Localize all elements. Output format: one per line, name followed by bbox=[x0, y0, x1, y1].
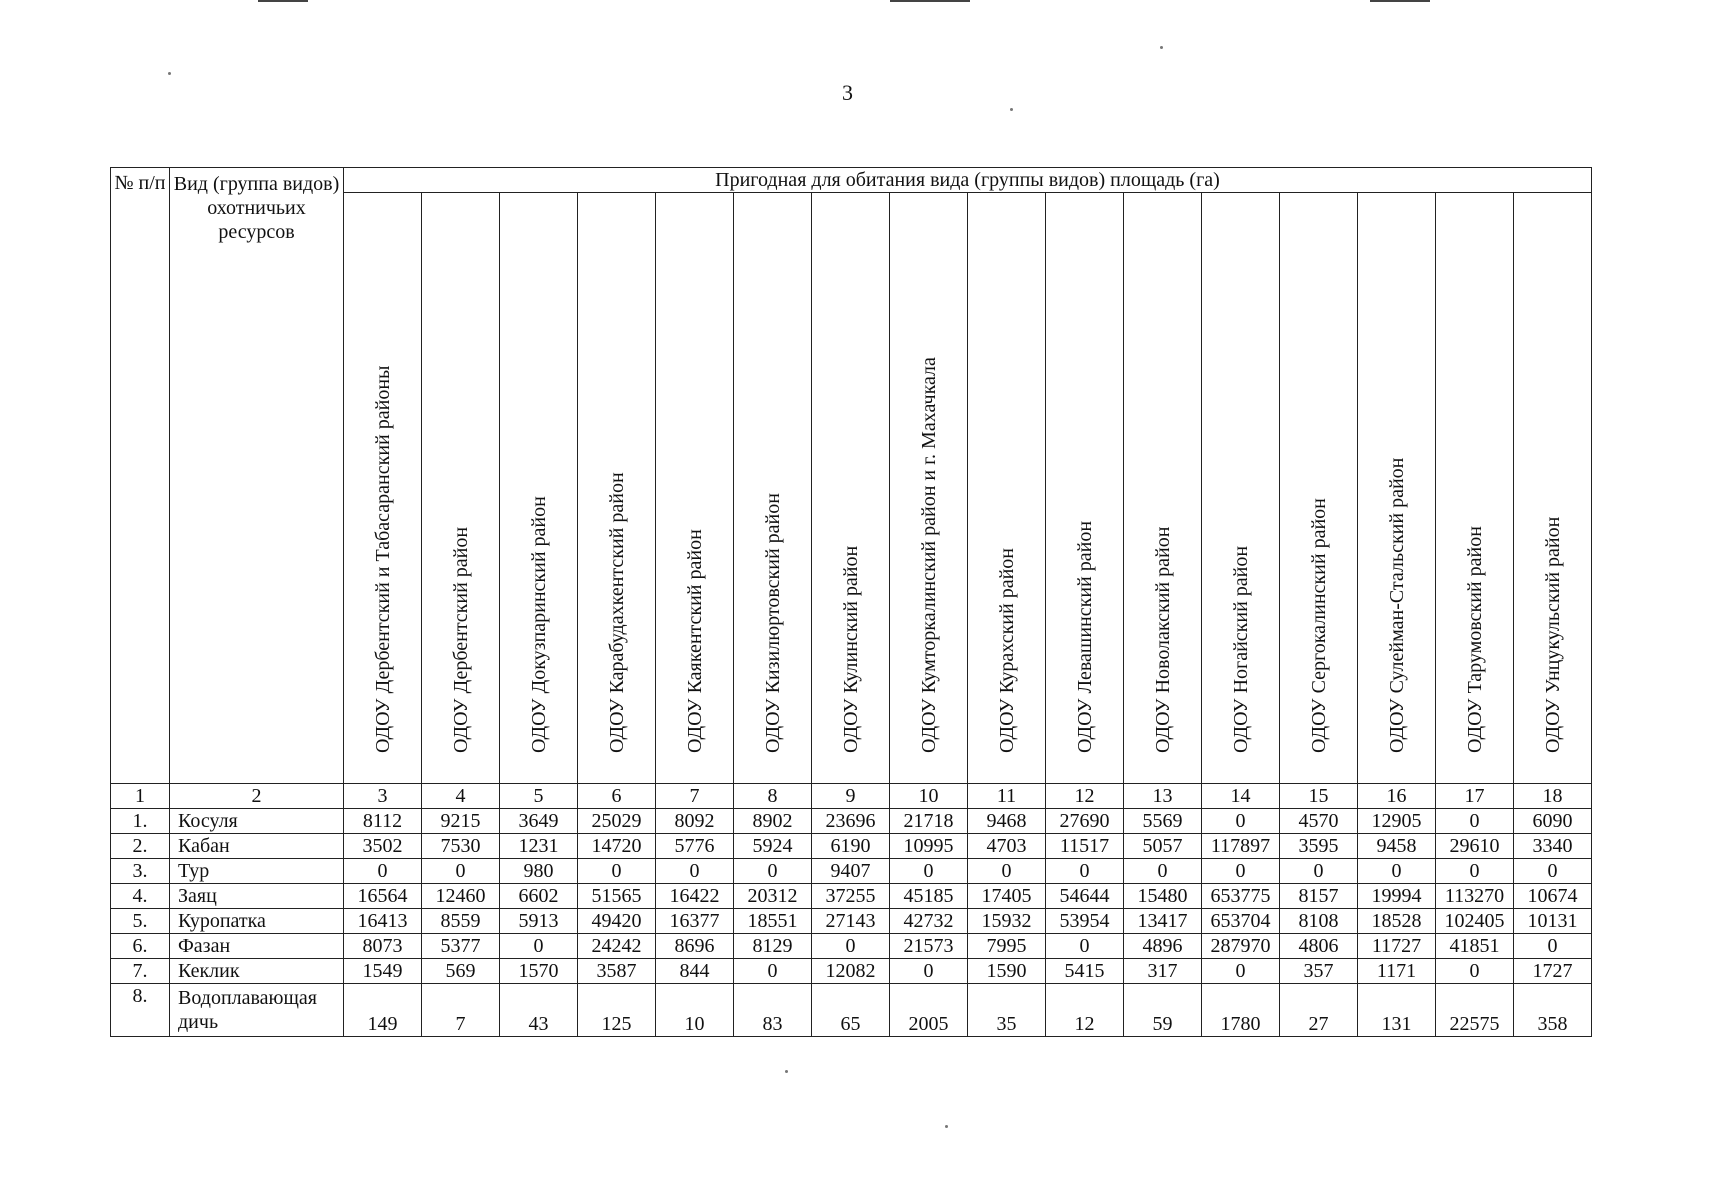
column-number: 8 bbox=[734, 784, 812, 809]
district-header-cell bbox=[812, 193, 889, 783]
column-number: 14 bbox=[1202, 784, 1280, 809]
area-value: 2005 bbox=[890, 984, 968, 1037]
area-value: 7 bbox=[422, 984, 500, 1037]
area-value: 9458 bbox=[1358, 834, 1436, 859]
area-value: 1590 bbox=[968, 959, 1046, 984]
district-header-cell bbox=[890, 193, 967, 783]
table-row bbox=[111, 834, 1592, 859]
area-value: 0 bbox=[1358, 859, 1436, 884]
area-value: 11517 bbox=[1046, 834, 1124, 859]
species-name: Водоплавающая дичь bbox=[170, 984, 344, 1037]
district-header-cell bbox=[344, 193, 421, 783]
area-value: 117897 bbox=[1202, 834, 1280, 859]
area-value: 0 bbox=[1202, 809, 1280, 834]
area-value: 59 bbox=[1124, 984, 1202, 1037]
district-header bbox=[578, 193, 656, 784]
area-value: 1549 bbox=[344, 959, 422, 984]
area-value: 42732 bbox=[890, 909, 968, 934]
scan-speck bbox=[1160, 46, 1163, 49]
district-header-cell bbox=[1436, 193, 1513, 783]
area-value: 125 bbox=[578, 984, 656, 1037]
district-header bbox=[1280, 193, 1358, 784]
district-name: ОДОУ Докузпаринский район bbox=[527, 496, 550, 753]
area-value: 8073 bbox=[344, 934, 422, 959]
area-value: 0 bbox=[656, 859, 734, 884]
area-value: 49420 bbox=[578, 909, 656, 934]
district-header bbox=[968, 193, 1046, 784]
area-value: 16422 bbox=[656, 884, 734, 909]
district-header bbox=[1124, 193, 1202, 784]
area-value: 113270 bbox=[1436, 884, 1514, 909]
area-value: 4570 bbox=[1280, 809, 1358, 834]
column-number: 6 bbox=[578, 784, 656, 809]
row-index: 1. bbox=[111, 809, 170, 834]
scan-speck bbox=[785, 1070, 788, 1073]
district-header-cell bbox=[500, 193, 577, 783]
area-value: 0 bbox=[422, 859, 500, 884]
area-value: 980 bbox=[500, 859, 578, 884]
district-header-cell bbox=[968, 193, 1045, 783]
area-value: 18528 bbox=[1358, 909, 1436, 934]
district-header-cell bbox=[1202, 193, 1279, 783]
area-value: 10 bbox=[656, 984, 734, 1037]
area-value: 0 bbox=[1436, 959, 1514, 984]
district-header-cell bbox=[1046, 193, 1123, 783]
area-value: 11727 bbox=[1358, 934, 1436, 959]
species-name: Заяц bbox=[170, 884, 344, 909]
area-value: 16377 bbox=[656, 909, 734, 934]
header-habitat-area: Пригодная для обитания вида (группы видов) площадь (га) bbox=[344, 168, 1592, 193]
area-value: 0 bbox=[890, 859, 968, 884]
district-name: ОДОУ Кулинский район bbox=[839, 545, 862, 753]
area-value: 8902 bbox=[734, 809, 812, 834]
area-value: 0 bbox=[1514, 859, 1592, 884]
area-value: 3587 bbox=[578, 959, 656, 984]
district-name: ОДОУ Тарумовский район bbox=[1463, 526, 1486, 753]
area-value: 6090 bbox=[1514, 809, 1592, 834]
area-value: 317 bbox=[1124, 959, 1202, 984]
district-name: ОДОУ Кумторкалинский район и г. Махачкала bbox=[917, 357, 940, 753]
column-number: 17 bbox=[1436, 784, 1514, 809]
district-header bbox=[344, 193, 422, 784]
district-name: ОДОУ Сергокалинский район bbox=[1307, 498, 1330, 753]
district-header-cell bbox=[1514, 193, 1591, 783]
district-header bbox=[1514, 193, 1592, 784]
area-value: 17405 bbox=[968, 884, 1046, 909]
area-value: 15480 bbox=[1124, 884, 1202, 909]
district-header bbox=[500, 193, 578, 784]
area-value: 0 bbox=[1202, 859, 1280, 884]
area-value: 3502 bbox=[344, 834, 422, 859]
area-value: 8092 bbox=[656, 809, 734, 834]
area-value: 0 bbox=[812, 934, 890, 959]
table-row bbox=[111, 959, 1592, 984]
area-value: 4896 bbox=[1124, 934, 1202, 959]
row-index: 7. bbox=[111, 959, 170, 984]
area-value: 23696 bbox=[812, 809, 890, 834]
area-value: 9407 bbox=[812, 859, 890, 884]
area-value: 7995 bbox=[968, 934, 1046, 959]
area-value: 0 bbox=[1202, 959, 1280, 984]
area-value: 0 bbox=[734, 859, 812, 884]
district-header-cell bbox=[1124, 193, 1201, 783]
area-value: 43 bbox=[500, 984, 578, 1037]
species-name: Фазан bbox=[170, 934, 344, 959]
area-value: 0 bbox=[1514, 934, 1592, 959]
area-value: 1570 bbox=[500, 959, 578, 984]
species-name: Тур bbox=[170, 859, 344, 884]
scan-speck bbox=[168, 72, 171, 75]
area-value: 13417 bbox=[1124, 909, 1202, 934]
district-name: ОДОУ Ногайский район bbox=[1229, 545, 1252, 753]
area-value: 5924 bbox=[734, 834, 812, 859]
area-value: 0 bbox=[578, 859, 656, 884]
column-number: 1 bbox=[111, 784, 170, 809]
area-value: 653775 bbox=[1202, 884, 1280, 909]
area-value: 0 bbox=[968, 859, 1046, 884]
area-value: 102405 bbox=[1436, 909, 1514, 934]
district-name: ОДОУ Новолакский район bbox=[1151, 526, 1174, 753]
row-index: 6. bbox=[111, 934, 170, 959]
column-number: 4 bbox=[422, 784, 500, 809]
district-header bbox=[1202, 193, 1280, 784]
area-value: 3649 bbox=[500, 809, 578, 834]
area-value: 35 bbox=[968, 984, 1046, 1037]
area-value: 27 bbox=[1280, 984, 1358, 1037]
header-species: Вид (группа видов) охотничьих ресурсов bbox=[170, 168, 344, 784]
area-value: 8696 bbox=[656, 934, 734, 959]
district-name: ОДОУ Дербентский и Табасаранский районы bbox=[371, 365, 394, 753]
column-number: 13 bbox=[1124, 784, 1202, 809]
area-value: 16564 bbox=[344, 884, 422, 909]
area-value: 14720 bbox=[578, 834, 656, 859]
row-index: 5. bbox=[111, 909, 170, 934]
area-value: 10674 bbox=[1514, 884, 1592, 909]
column-number: 7 bbox=[656, 784, 734, 809]
area-value: 51565 bbox=[578, 884, 656, 909]
scan-edge-mark bbox=[258, 0, 308, 2]
hunting-resources-table bbox=[110, 167, 1592, 1037]
district-header bbox=[1358, 193, 1436, 784]
table-body bbox=[111, 809, 1592, 1037]
row-index: 8. bbox=[111, 984, 170, 1037]
area-value: 5415 bbox=[1046, 959, 1124, 984]
area-value: 0 bbox=[1046, 859, 1124, 884]
district-header-cell bbox=[734, 193, 811, 783]
area-value: 5057 bbox=[1124, 834, 1202, 859]
area-value: 287970 bbox=[1202, 934, 1280, 959]
area-value: 5776 bbox=[656, 834, 734, 859]
area-value: 0 bbox=[1046, 934, 1124, 959]
district-header bbox=[890, 193, 968, 784]
column-number-row bbox=[111, 784, 1592, 809]
area-value: 12460 bbox=[422, 884, 500, 909]
area-value: 22575 bbox=[1436, 984, 1514, 1037]
area-value: 15932 bbox=[968, 909, 1046, 934]
species-name: Кабан bbox=[170, 834, 344, 859]
district-header bbox=[422, 193, 500, 784]
area-value: 8129 bbox=[734, 934, 812, 959]
area-value: 9468 bbox=[968, 809, 1046, 834]
area-value: 21718 bbox=[890, 809, 968, 834]
header-number: № п/п bbox=[111, 168, 170, 784]
area-value: 0 bbox=[890, 959, 968, 984]
area-value: 1780 bbox=[1202, 984, 1280, 1037]
column-number: 5 bbox=[500, 784, 578, 809]
area-value: 27690 bbox=[1046, 809, 1124, 834]
area-value: 1171 bbox=[1358, 959, 1436, 984]
area-value: 65 bbox=[812, 984, 890, 1037]
area-value: 3340 bbox=[1514, 834, 1592, 859]
district-name: ОДОУ Левашинский район bbox=[1073, 520, 1096, 753]
area-value: 6190 bbox=[812, 834, 890, 859]
area-value: 0 bbox=[734, 959, 812, 984]
area-value: 4806 bbox=[1280, 934, 1358, 959]
area-value: 0 bbox=[500, 934, 578, 959]
species-name: Куропатка bbox=[170, 909, 344, 934]
area-value: 54644 bbox=[1046, 884, 1124, 909]
area-value: 5377 bbox=[422, 934, 500, 959]
scan-speck bbox=[945, 1125, 948, 1128]
area-value: 149 bbox=[344, 984, 422, 1037]
area-value: 358 bbox=[1514, 984, 1592, 1037]
row-index: 2. bbox=[111, 834, 170, 859]
area-value: 9215 bbox=[422, 809, 500, 834]
area-value: 41851 bbox=[1436, 934, 1514, 959]
species-name: Косуля bbox=[170, 809, 344, 834]
area-value: 37255 bbox=[812, 884, 890, 909]
area-value: 53954 bbox=[1046, 909, 1124, 934]
column-number: 2 bbox=[170, 784, 344, 809]
scan-edge-mark bbox=[890, 0, 970, 2]
district-name: ОДОУ Унцукульский район bbox=[1541, 516, 1564, 753]
district-header-cell bbox=[1280, 193, 1357, 783]
area-value: 0 bbox=[1280, 859, 1358, 884]
row-index: 4. bbox=[111, 884, 170, 909]
area-value: 1231 bbox=[500, 834, 578, 859]
district-header bbox=[1436, 193, 1514, 784]
table-row bbox=[111, 984, 1592, 1037]
table-row bbox=[111, 934, 1592, 959]
district-name: ОДОУ Карабудахкентский район bbox=[605, 472, 628, 753]
district-name: ОДОУ Дербентский район bbox=[449, 526, 472, 753]
table-row bbox=[111, 884, 1592, 909]
district-header-cell bbox=[578, 193, 655, 783]
area-value: 4703 bbox=[968, 834, 1046, 859]
area-value: 131 bbox=[1358, 984, 1436, 1037]
table-row bbox=[111, 859, 1592, 884]
area-value: 12 bbox=[1046, 984, 1124, 1037]
page-number: 3 bbox=[842, 80, 853, 105]
area-value: 25029 bbox=[578, 809, 656, 834]
column-number: 3 bbox=[344, 784, 422, 809]
table-row bbox=[111, 909, 1592, 934]
table-row bbox=[111, 809, 1592, 834]
area-value: 5569 bbox=[1124, 809, 1202, 834]
scan-edge-mark bbox=[1370, 0, 1430, 2]
area-value: 8559 bbox=[422, 909, 500, 934]
district-header-cell bbox=[656, 193, 733, 783]
area-value: 6602 bbox=[500, 884, 578, 909]
area-value: 569 bbox=[422, 959, 500, 984]
area-value: 8108 bbox=[1280, 909, 1358, 934]
district-header bbox=[1046, 193, 1124, 784]
area-value: 0 bbox=[1124, 859, 1202, 884]
area-value: 18551 bbox=[734, 909, 812, 934]
area-value: 20312 bbox=[734, 884, 812, 909]
area-value: 29610 bbox=[1436, 834, 1514, 859]
column-number: 15 bbox=[1280, 784, 1358, 809]
column-number: 9 bbox=[812, 784, 890, 809]
district-header bbox=[734, 193, 812, 784]
area-value: 19994 bbox=[1358, 884, 1436, 909]
district-header-cell bbox=[1358, 193, 1435, 783]
column-number: 12 bbox=[1046, 784, 1124, 809]
area-value: 10995 bbox=[890, 834, 968, 859]
area-value: 357 bbox=[1280, 959, 1358, 984]
district-name: ОДОУ Сулейман-Стальский район bbox=[1385, 457, 1408, 753]
district-name: ОДОУ Кизилюртовский район bbox=[761, 493, 784, 753]
area-value: 12082 bbox=[812, 959, 890, 984]
district-header bbox=[812, 193, 890, 784]
area-value: 1727 bbox=[1514, 959, 1592, 984]
area-value: 7530 bbox=[422, 834, 500, 859]
area-value: 83 bbox=[734, 984, 812, 1037]
area-value: 653704 bbox=[1202, 909, 1280, 934]
scan-speck bbox=[1010, 108, 1013, 111]
area-value: 12905 bbox=[1358, 809, 1436, 834]
column-number: 18 bbox=[1514, 784, 1592, 809]
area-value: 24242 bbox=[578, 934, 656, 959]
area-value: 10131 bbox=[1514, 909, 1592, 934]
area-value: 5913 bbox=[500, 909, 578, 934]
row-index: 3. bbox=[111, 859, 170, 884]
species-name: Кеклик bbox=[170, 959, 344, 984]
area-value: 27143 bbox=[812, 909, 890, 934]
area-value: 8112 bbox=[344, 809, 422, 834]
area-value: 45185 bbox=[890, 884, 968, 909]
district-header-cell bbox=[422, 193, 499, 783]
district-name: ОДОУ Каякентский район bbox=[683, 529, 706, 753]
district-name: ОДОУ Курахский район bbox=[995, 548, 1018, 753]
area-value: 0 bbox=[1436, 809, 1514, 834]
area-value: 0 bbox=[344, 859, 422, 884]
area-value: 8157 bbox=[1280, 884, 1358, 909]
column-number: 10 bbox=[890, 784, 968, 809]
column-number: 11 bbox=[968, 784, 1046, 809]
area-value: 0 bbox=[1436, 859, 1514, 884]
column-number: 16 bbox=[1358, 784, 1436, 809]
area-value: 3595 bbox=[1280, 834, 1358, 859]
area-value: 21573 bbox=[890, 934, 968, 959]
area-value: 16413 bbox=[344, 909, 422, 934]
district-header bbox=[656, 193, 734, 784]
area-value: 844 bbox=[656, 959, 734, 984]
